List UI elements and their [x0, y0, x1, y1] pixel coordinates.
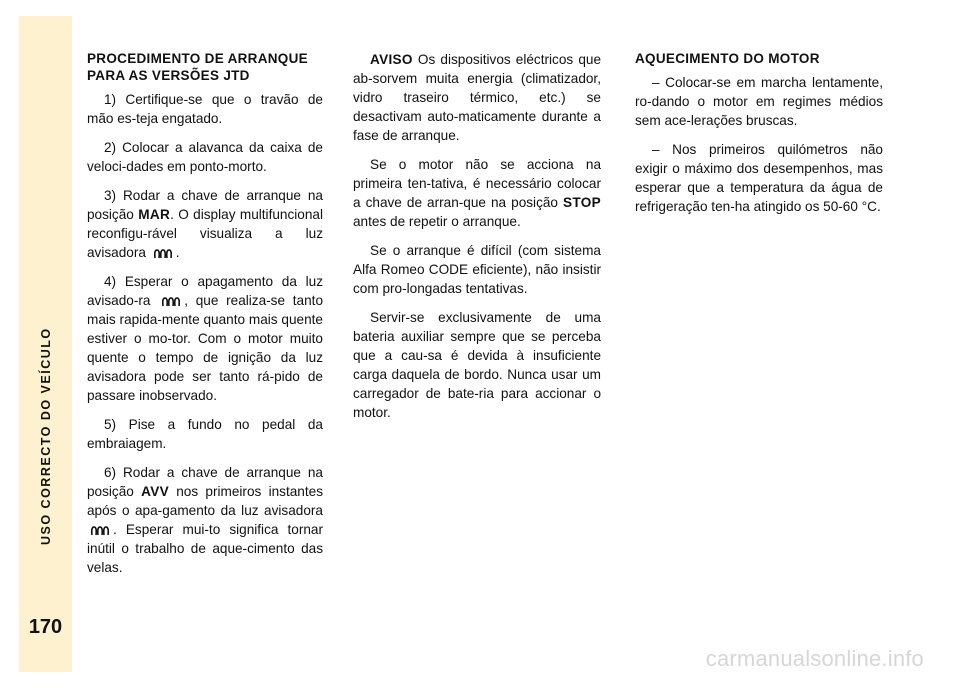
step-3-text-a: 3) Rodar a chave de arranque na posição: [87, 188, 323, 222]
step-3-text-b: . O display multifuncional reconfigu-rável visualiza a luz avisadora: [87, 207, 323, 260]
step-6-text-a: 6) Rodar a chave de arranque na posição: [87, 465, 323, 499]
step-1: 1) Certifique-se que o travão de mão es-teja engatado.: [87, 92, 323, 126]
heading-engine-warmup: AQUECIMENTO DO MOTOR: [635, 51, 820, 66]
warmup-step-1: – Colocar-se em marcha lentamente, ro-dando o motor em regimes médios sem ace-lerações bruscas.: [635, 75, 883, 128]
keyword-aviso: AVISO: [370, 52, 413, 67]
glow-plug-icon: [153, 247, 173, 260]
retry-text-a: Se o motor não se acciona na primeira ten-tativa, é necessário colocar a chave de arran-que na posição: [353, 157, 601, 210]
section-title: USO CORRECTO DO VEÍCULO: [39, 327, 53, 545]
difficult-start-paragraph: Se o arranque é difícil (com sistema Alfa Romeo CODE eficiente), não insistir com pro-longadas tentativas.: [353, 243, 601, 296]
column-1: [87, 50, 323, 587]
warning-paragraph: [353, 50, 601, 145]
heading-jtd-start: PROCEDIMENTO DE ARRANQUE PARA AS VERSÕES JTD: [87, 51, 308, 83]
step-6: [87, 463, 323, 577]
keyword-avv: AVV: [141, 484, 169, 499]
glow-plug-icon: [161, 295, 181, 308]
column-2: [353, 50, 601, 432]
retry-text-b: antes de repetir o arranque.: [353, 214, 521, 229]
step-6-text-c: . Esperar mui-to significa tornar inútil o trabalho de aque-cimento das velas.: [87, 522, 323, 575]
step-3-text-c: .: [175, 245, 180, 260]
warning-text: Os dispositivos eléctricos que ab-sorvem muita energia (climatizador, vidro traseiro térmico, etc.) se desactivam auto-maticamente durante a fase de arranque.: [353, 52, 602, 143]
column-3: [635, 50, 883, 226]
step-5: 5) Pise a fundo no pedal da embraiagem.: [87, 417, 323, 451]
step-4-text-a: 4) Esperar o apagamento da luz avisado-ra: [87, 274, 323, 308]
page-number: 170: [28, 616, 63, 638]
step-4-text-b: , que realiza-se tanto mais rapida-mente quanto mais quente estiver o mo-tor. Com o motor muito quente o tempo de ignição da luz avisadora pode ser tanto rá-pido de passare inobservado.: [87, 293, 324, 403]
keyword-mar: MAR: [138, 207, 171, 222]
battery-paragraph: Servir-se exclusivamente de uma bateria auxiliar sempre que se perceba que a cau-sa é devida à insuficiente carga daquela de bordo. Nunca usar um carregador de bate-ria para accionar o motor.: [353, 310, 601, 420]
step-6-text-b: nos primeiros instantes após o apa-gamento da luz avisadora: [87, 484, 323, 518]
step-2: 2) Colocar a alavanca da caixa de veloci-dades em ponto-morto.: [87, 140, 323, 174]
warmup-step-2: – Nos primeiros quilómetros não exigir o máximo dos desempenhos, mas esperar que a temperatura da água de refrigeração ten-ha atingido os 50-60 °C.: [635, 142, 883, 214]
watermark: carmanualsonline.info: [705, 646, 924, 671]
step-3: [87, 186, 323, 262]
step-4: [87, 272, 323, 405]
retry-paragraph: [353, 155, 601, 231]
glow-plug-icon: [90, 524, 110, 537]
keyword-stop: STOP: [563, 195, 601, 210]
